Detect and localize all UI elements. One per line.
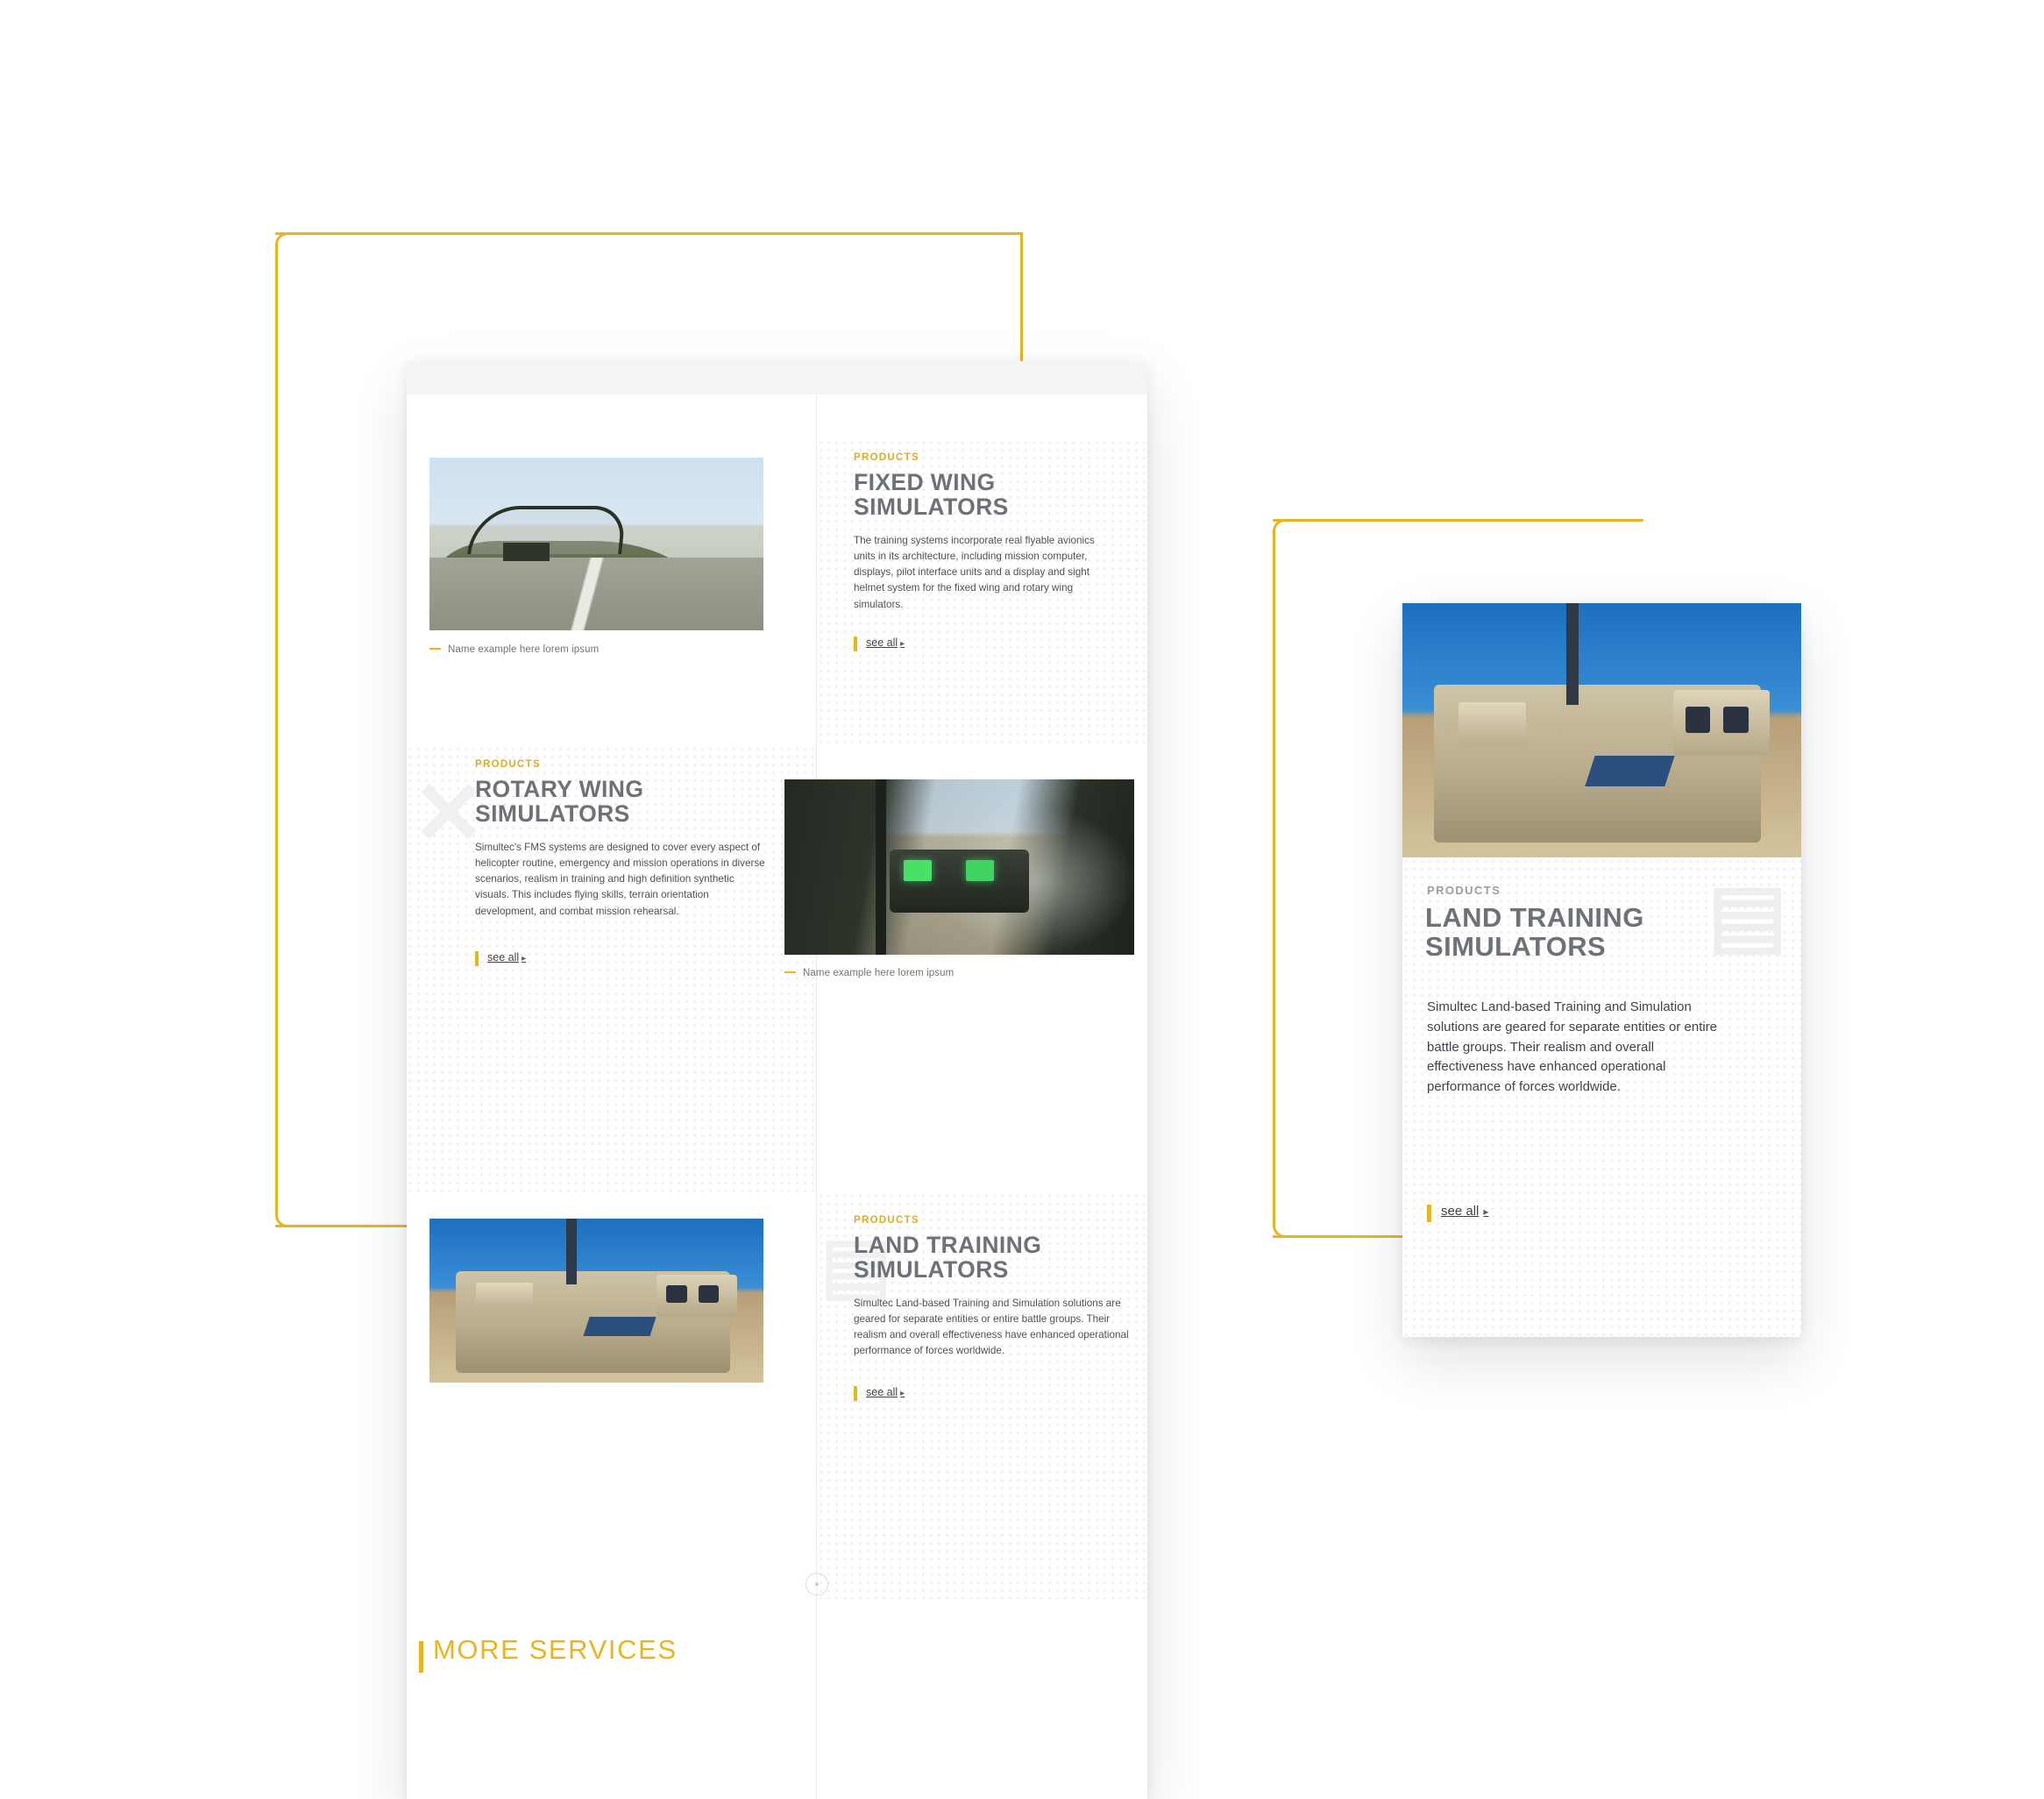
arrow-right-icon: ▸: [522, 953, 527, 963]
section-rotary-wing: [407, 745, 1147, 1192]
eyebrow-products-rotary-wing: PRODUCTS: [475, 759, 541, 770]
mobile-mockup-card: [1402, 603, 1801, 1337]
caption-dash-icon: [429, 648, 441, 650]
watermark-vehicle-icon: ▤: [820, 1223, 887, 1307]
heading-rotary-wing: ROTARY WING SIMULATORS: [475, 776, 644, 827]
decorative-frame-left-top-edge: [275, 232, 1023, 235]
body-fixed-wing: The training systems incorporate real flyable avionics units in its architecture, including mission computer, displays, pilot interface units and a display and sight helmet system for the fixed wing and rotary wing simulators.: [854, 535, 1095, 610]
rotary-wing-image-caption: Name example here lorem ipsum: [784, 968, 954, 978]
heading-land-training-mobile: LAND TRAINING SIMULATORS: [1425, 902, 1644, 963]
see-all-link-mobile[interactable]: see all ▸: [1427, 1204, 1488, 1219]
scroll-indicator-icon[interactable]: [806, 1573, 828, 1596]
decorative-frame-right-bottom-edge: [1273, 1235, 1387, 1238]
heading-land-training: LAND TRAINING SIMULATORS: [854, 1232, 1042, 1283]
eyebrow-products-mobile: PRODUCTS: [1427, 884, 1501, 897]
desktop-mockup-card: [407, 361, 1147, 1799]
more-services-heading: MORE SERVICES: [433, 1634, 678, 1665]
watermark-rotor-icon: ✕: [412, 764, 486, 863]
see-all-link-rotary-wing[interactable]: see all ▸: [475, 951, 526, 963]
more-services-accent-bar: [419, 1641, 423, 1673]
fixed-wing-image-caption: Name example here lorem ipsum: [429, 644, 599, 655]
body-land-training: Simultec Land-based Training and Simulation solutions are geared for separate entities or entire battle groups. Their realism and overall effectiveness have enhanced operational performance of forces worldwide.: [854, 1298, 1129, 1357]
land-training-vehicle-photo: [429, 1219, 763, 1383]
section-land-training: [407, 1192, 1147, 1604]
browser-chrome-bar: [407, 361, 1147, 395]
fixed-wing-cockpit-photo: [429, 458, 763, 630]
heading-fixed-wing: FIXED WING SIMULATORS: [854, 469, 1009, 520]
rotary-wing-cockpit-photo: [784, 779, 1134, 955]
watermark-vehicle-icon: ▤: [1707, 868, 1782, 962]
section-fixed-wing: [407, 438, 1147, 745]
page-top-whitespace: [407, 395, 1147, 438]
land-training-vehicle-photo: [1402, 603, 1801, 857]
mobile-content-panel: [1402, 857, 1801, 1337]
see-all-link-fixed-wing[interactable]: see all ▸: [854, 636, 905, 649]
decorative-frame-left-bottom-edge: [275, 1225, 415, 1227]
eyebrow-products-fixed-wing: PRODUCTS: [854, 452, 919, 463]
caption-dash-icon: [784, 971, 796, 973]
arrow-right-icon: ▸: [900, 1388, 905, 1398]
see-all-link-land-training[interactable]: see all ▸: [854, 1386, 905, 1398]
arrow-right-icon: ▸: [900, 638, 905, 649]
eyebrow-products-land-training: PRODUCTS: [854, 1215, 919, 1226]
decorative-frame-right-top-edge: [1273, 519, 1643, 522]
body-rotary-wing: Simultec's FMS systems are designed to cover every aspect of helicopter routine, emergency and mission operations in diverse scenarios, realism in training and high definition synthetic visuals. This includes flying skills, terrain orientation development, and combat mission rehearsal.: [475, 842, 765, 917]
body-land-training-mobile: Simultec Land-based Training and Simulation solutions are geared for separate entities or entire battle groups. Their realism and overall effectiveness have enhanced operational performance of forces worldwide.: [1427, 999, 1718, 1095]
arrow-right-icon: ▸: [1483, 1205, 1489, 1218]
